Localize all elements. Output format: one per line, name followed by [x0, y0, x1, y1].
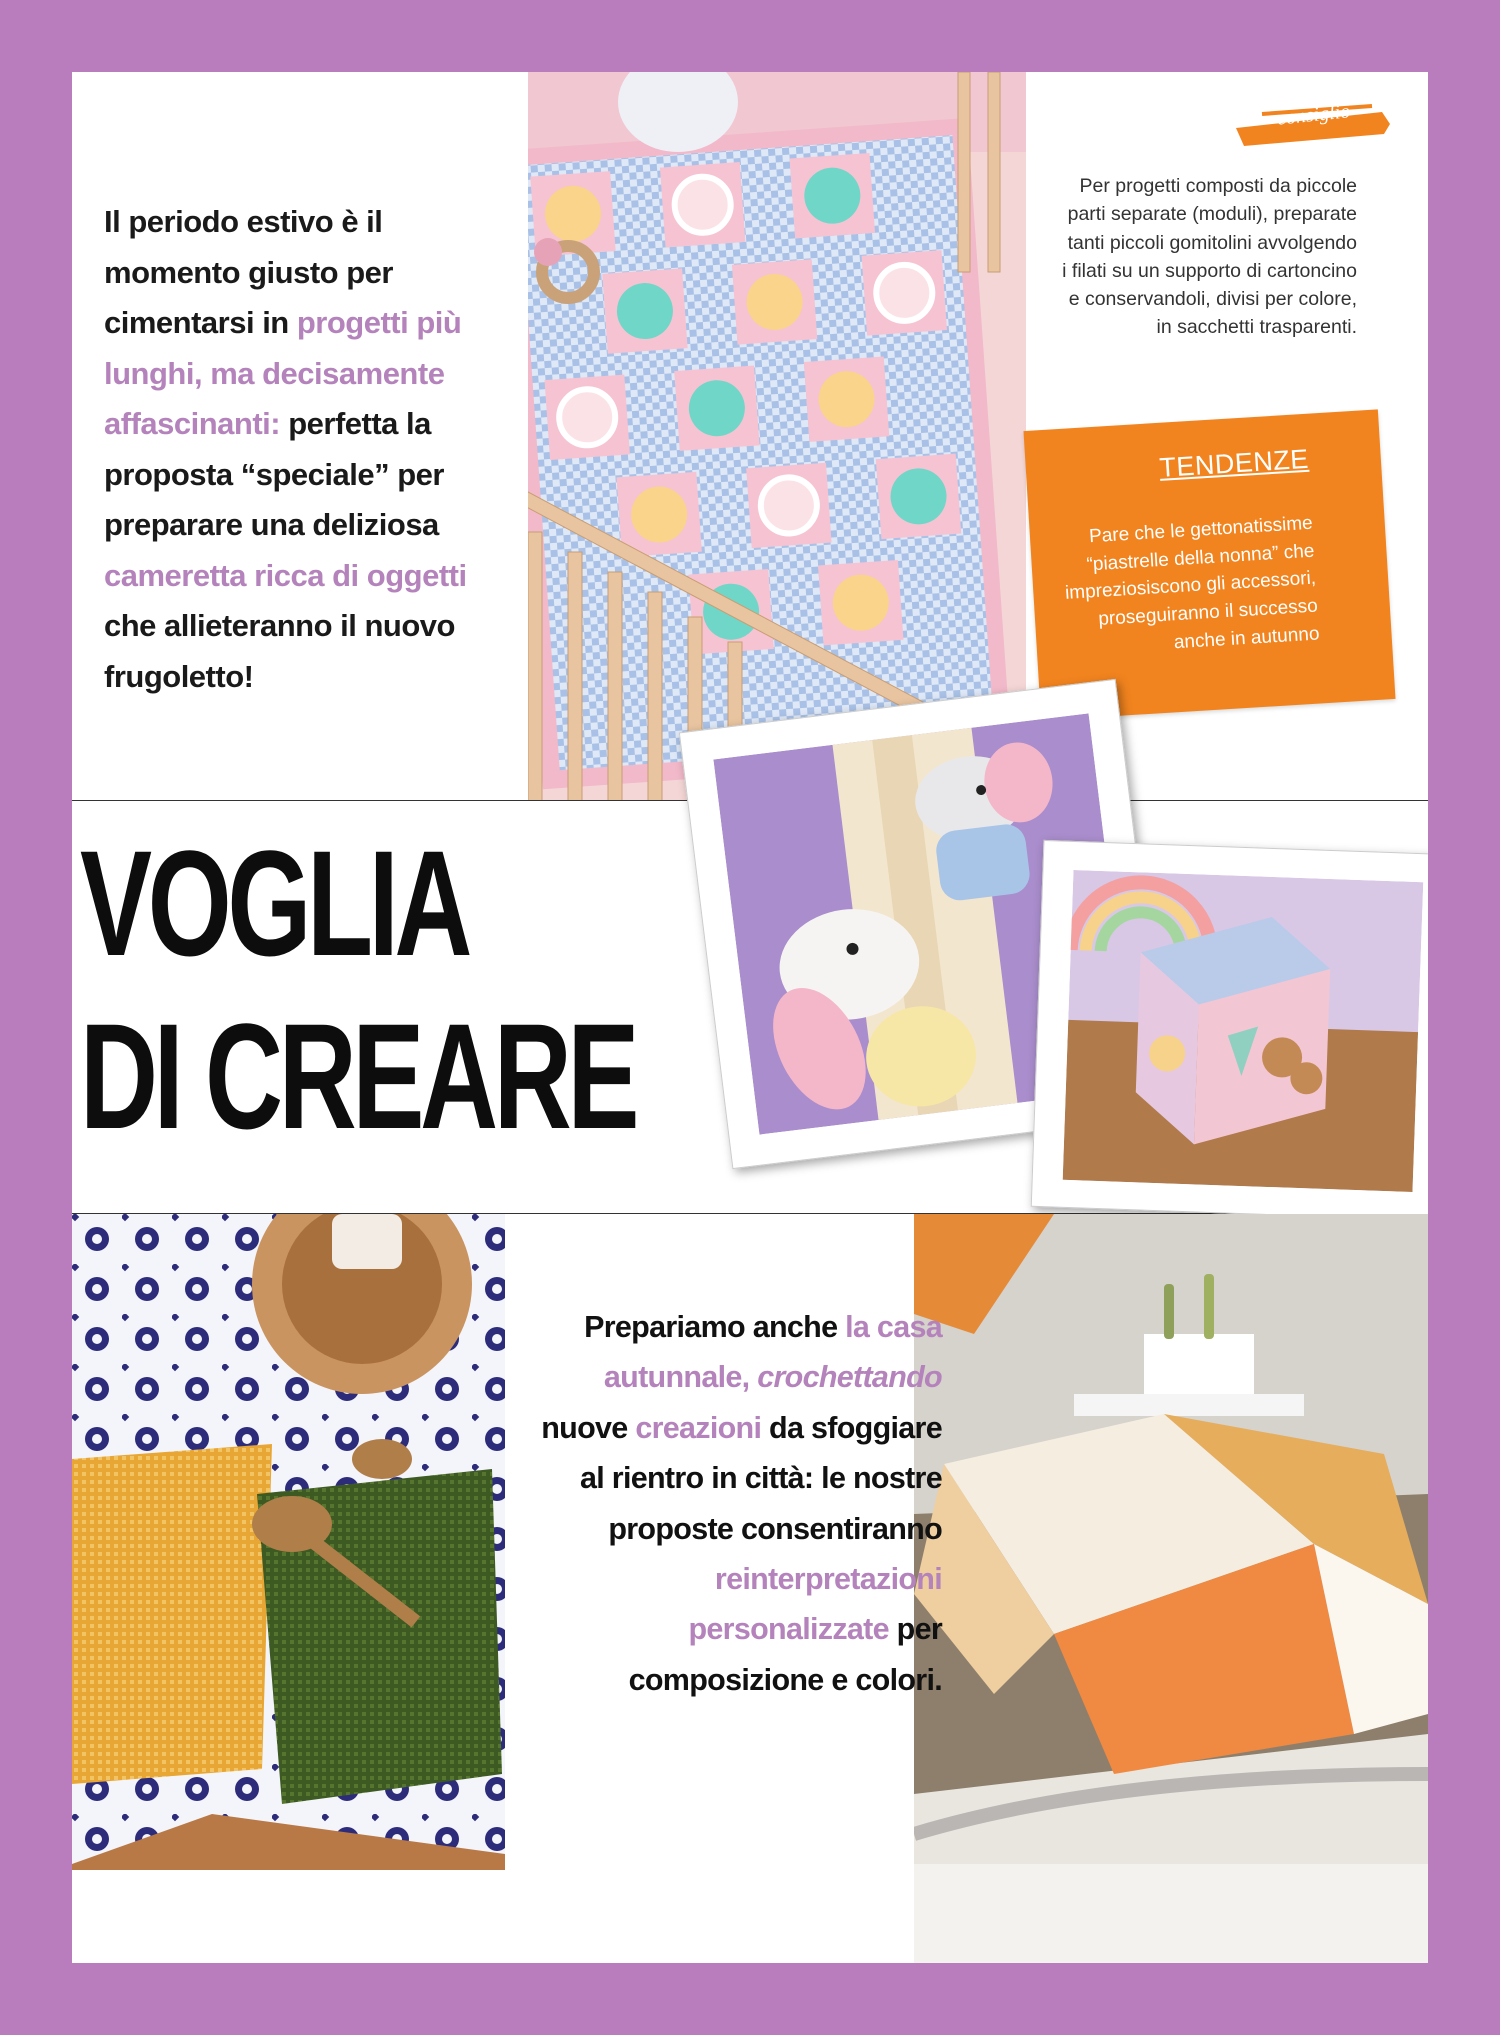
- title-line-2: DI CREARE: [80, 992, 636, 1160]
- filet-mats-photo: [72, 1214, 505, 1870]
- outro-highlight-2: crochettando: [757, 1360, 942, 1395]
- outro-paragraph: [512, 1302, 942, 1705]
- outro-text-4: per composizione e colori.: [628, 1612, 942, 1697]
- activity-cube-polaroid: [1031, 840, 1428, 1221]
- tip-text: Per progetti composti da piccole parti separate (moduli), preparate tanti piccoli gomitolini avvolgendo i filati su un supporto di cartoncino e conservandoli, divisi per colore, in sacchetti trasparenti.: [1062, 175, 1357, 339]
- magazine-page: [72, 72, 1428, 1963]
- trend-title: TENDENZE: [1158, 443, 1310, 483]
- outro-text-2: nuove: [541, 1410, 636, 1445]
- page-title: [80, 817, 635, 1163]
- activity-cube-photo: [1063, 870, 1424, 1192]
- intro-text-1: Il periodo estivo è il momento giusto per cimentarsi in: [104, 204, 393, 340]
- outro-highlight-3: creazioni: [635, 1410, 762, 1445]
- intro-highlight-2: cameretta ricca di oggetti: [104, 557, 467, 593]
- outro-text-3: da sfoggiare al rientro in città: le nostre proposte consentiranno: [579, 1410, 942, 1546]
- trend-text: Pare che le gettonatissime “piastrelle della nonna” che impreziosiscono gli accessori, proseguiranno il successo anche in autunno: [1064, 512, 1321, 654]
- outro-text-1: Prepariamo anche: [584, 1310, 846, 1344]
- baby-blanket-photo: [528, 72, 1026, 800]
- intro-text-2: perfetta la proposta “speciale” per preparare una deliziosa: [104, 406, 444, 542]
- intro-paragraph: [104, 197, 499, 702]
- cushion-photo: [914, 1214, 1428, 1963]
- outro-highlight-4: reinterpretazioni personalizzate: [688, 1562, 942, 1647]
- trend-box: [1023, 409, 1395, 720]
- intro-text-3: che allieteranno il nuovo frugoletto!: [104, 608, 455, 694]
- outro-highlight-1: la casa autunnale,: [603, 1310, 942, 1395]
- tip-tag-label: consiglio: [1275, 100, 1352, 130]
- title-line-1: VOGLIA: [80, 819, 469, 987]
- intro-highlight-1: progetti più lunghi, ma decisamente affascinanti:: [104, 305, 462, 441]
